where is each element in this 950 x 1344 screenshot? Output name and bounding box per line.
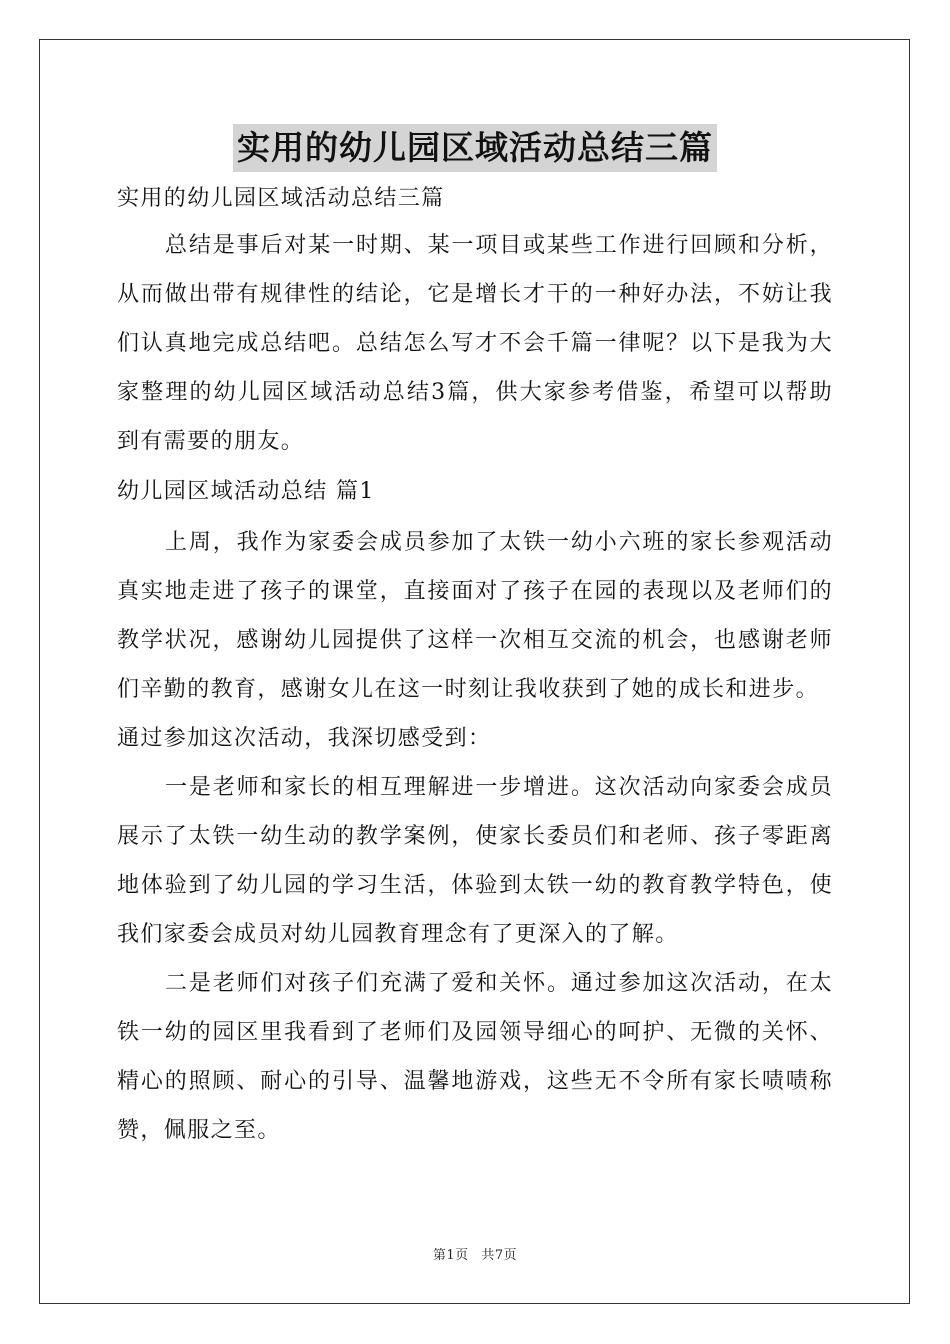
body-paragraph: 二是老师们对孩子们充满了爱和关怀。通过参加这次活动，在太铁一幼的园区里我看到了老师们及园领导细心的呵护、无微的关怀、精心的照顾、耐心的引导、温馨地游戏，这些无不令所有家长啧啧称赞，佩服之至。 (117, 971, 833, 1143)
body-paragraph: 上周，我作为家委会成员参加了太铁一幼小六班的家长参观活动真实地走进了孩子的课堂，直接面对了孩子在园的表现以及老师们的教学状况，感谢幼儿园提供了这样一次相互交流的机会，也感谢老师们辛勤的教育，感谢女儿在这一时刻让我收获到了她的成长和进步。 (117, 530, 833, 702)
body-paragraph: 一是老师和家长的相互理解进一步增进。这次活动向家委会成员展示了太铁一幼生动的教学案例，使家长委员们和老师、孩子零距离地体验到了幼儿园的学习生活，体验到太铁一幼的教育教学特色，使我们家委会成员对幼儿园教育理念有了更深入的了解。 (117, 775, 833, 947)
document-subtitle: 实用的幼儿园区域活动总结三篇 (117, 186, 445, 211)
body-paragraph-continuation: 通过参加这次活动，我深切感受到： (117, 726, 492, 751)
document-body (117, 177, 833, 1155)
section-heading: 幼儿园区域活动总结 篇1 (117, 479, 375, 504)
title-area (0, 124, 950, 172)
page-total: 共7页 (481, 1248, 518, 1263)
page-footer (0, 1244, 950, 1263)
intro-paragraph: 总结是事后对某一时期、某一项目或某些工作进行回顾和分析，从而做出带有规律性的结论，它是增长才干的一种好办法，不妨让我们认真地完成总结吧。总结怎么写才不会千篇一律呢？以下是我为大家整理的幼儿园区域活动总结3篇，供大家参考借鉴，希望可以帮助到有需要的朋友。 (117, 233, 833, 454)
page-number: 第1页 (432, 1248, 469, 1263)
document-title: 实用的幼儿园区域活动总结三篇 (233, 124, 717, 172)
